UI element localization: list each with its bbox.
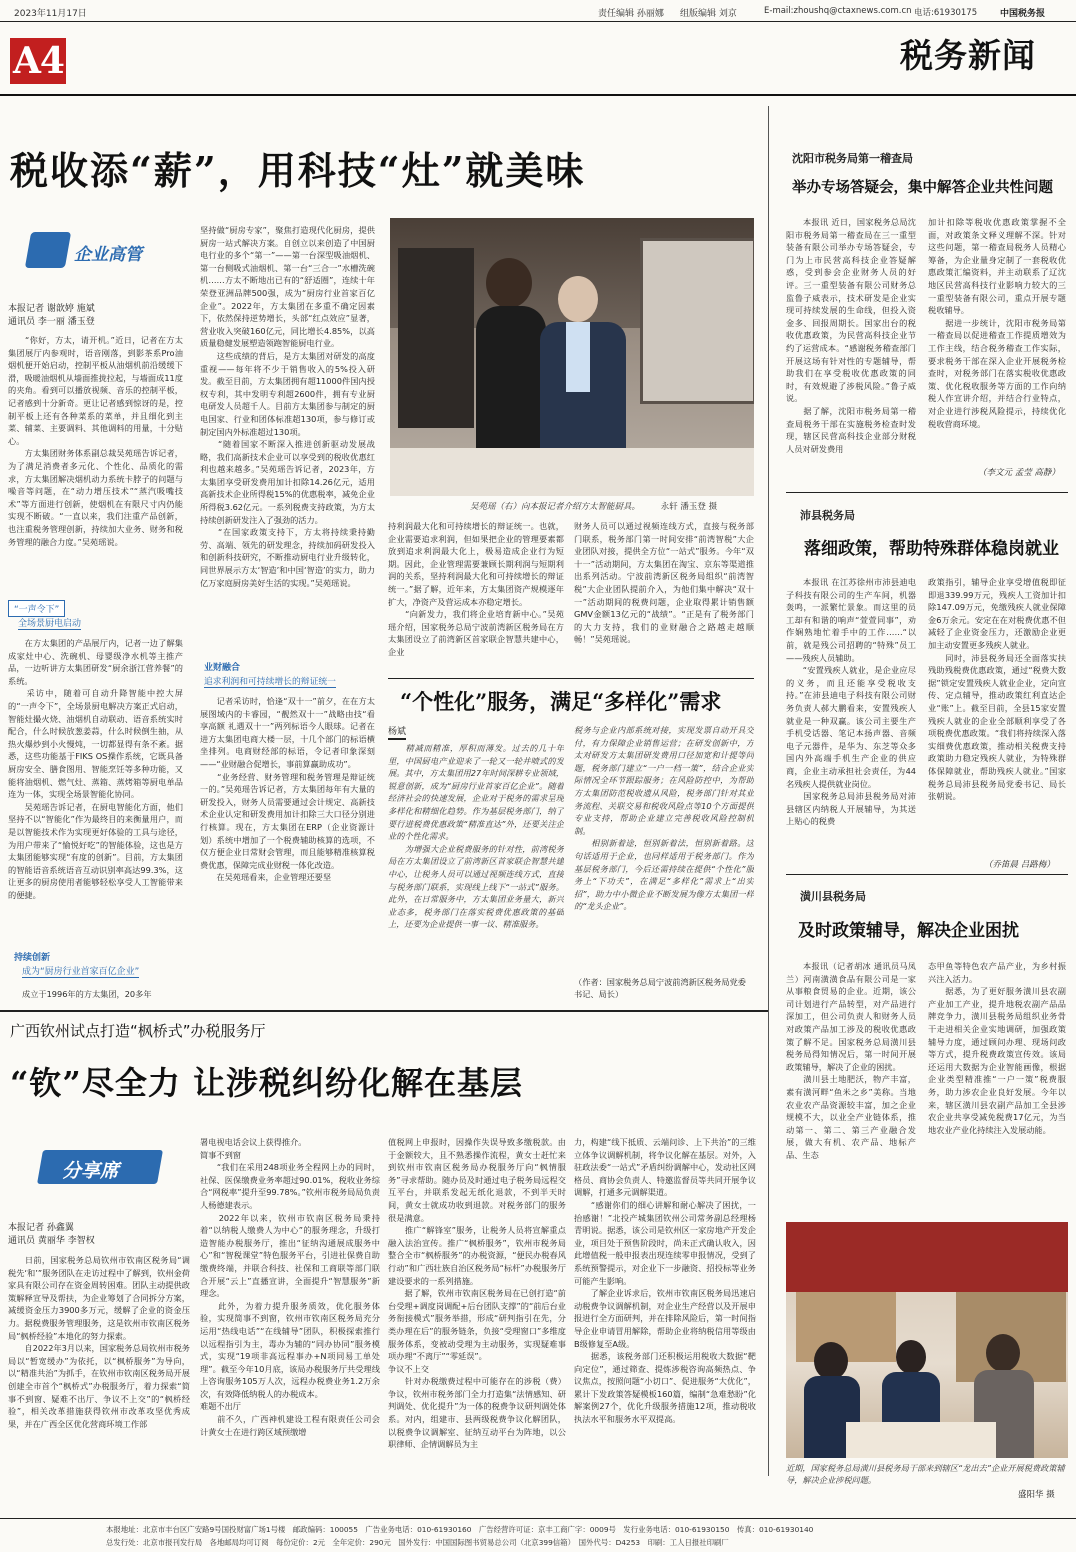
peixian-org: 沛县税务局 [800,509,855,522]
lead-byline: 本报记者 谢歆婷 施斌 通讯员 李一丽 潘玉登 [8,304,95,327]
subhead-box-1: “一声令下” [8,600,65,617]
footer-line-1: 本报地址：北京市丰台区广安路9号国投财富广场1号楼 邮政编码：100055 广告业务电话：010-61930160 广告经营许可证：京丰工商广字：0009号 发行业务电话：010-61930150 传真：010-61930140 [106,1525,814,1534]
lead-headline: 税收添“薪”，用科技“灶”就美味 [10,148,586,193]
layout-credit: 组版编辑 刘京 [680,9,737,19]
huangchuan-photo-credit: 盛阳华 摄 [1018,1490,1055,1500]
share-column-logo-text: 分享席 [62,1160,120,1182]
shenyang-credit: （李文元 孟莹 高静） [978,468,1060,478]
page-number: A4 [13,40,64,82]
lead-body-col1b: 在方太集团的产品展厅内，记者一边了解集成家灶中心、洗碗机、母婴级净水机等主推产品，一边听讲方太集团研发“厨余浙江营养餐”的系统。 采访中，随着可自动升降智能中控大屏的“一声令下”，全场景厨电解决方案正式启动，智能灶撮火烧、油烟机自动联动、语音系统实时配合，什么时候放葱姜蒜，什么时候倒生抽，从热火爆炒到小火慢炖，一切都显得有条不紊。据悉，这些功能基于FIKS OS操作系统，它既具备厨房安全、膳食图用、智能烹饪等多种功能，又能将油烟机、燃气灶、蒸箱、蒸烤箱等厨电单品连为一体，实现全场景智能化协同。 吴苑瑶告诉记者，在厨电智能化方面，他们坚持不以“智能化”作为最终目的来衡量用户，而是以智能技术作为实现更好体验的工具与途径，为用户带来了“愉悦好吃”的智能体验，这也是方太集团能够实现“有度的创新”。目前，方太集团的智能语音系统语音互动识别率高达99.3%，这让更多的厨房使用者能够轻松享受人工智能带来的便捷。 [8,638,183,900]
peixian-headline: 落细政策，帮助特殊群体稳岗就业 [804,539,1059,559]
shenyang-headline: 举办专场答疑会，集中解答企业共性问题 [792,179,1053,196]
huangchuan-body-col1: 本报讯（记者胡冰 通讯员马凤兰）河南潢潢食品有限公司是一家从事粮食贸易的企业。近期，该公司计划进行产品转型，对产品进行深加工，但公司负责人和财务人员对政策产品加工涉及的税收优惠政策了解不足。国家税务总局潢川县税务局得知情况后，第一时间开展政策辅导，解决了企业的困扰。 潢川县土地肥沃，物产丰富，素有潢河畔“鱼米之乡”美称。当地农业农产品资源较丰富，加之企业规模不大，以业全产业链体系，推动第一、第二、第三产业融合发展，做大有机、农产品、地标产品、生态 [786,961,916,1160]
right-rule-1 [786,492,1068,493]
guangxi-body-col3: 值税网上申报时，因操作失误导致多缴税款。由于金额较大，且不熟悉操作流程，黄女士赶忙来到钦州市钦南区税务局办税服务厅向“枫情服务”寻求帮助。随办员及时通过电子税务局远程交互平台，并联系发起无纸化退款，不到半天时间，黄女士就成功收到退款。对税务部门的服务很是满意。 推广“解锋室”服务，让税务人员将宣解重点融入法治宣传。推广“枫桥服务”，钦州市税务局整合全市“枫桥服务”的办税资源，“便民办税春风行动”和广西壮族自治区税务局“标杆”办税服务厅建设要求的一系列措施。 据了解，钦州市钦南区税务局在已创打造“前台受理+调度岗调配+后台团队支撑”的“前后台业务衔接模式”服务举措，形成“研判指引在先，分类办理在后”的服务链条，负接“受理窗口”多维度服务体系，变被动受理为主动服务，实现疑难事项办理“不离厅”“零延误”。 争议不上交 针对办税缴费过程中可能存在的涉税（费）争议，钦州市税务部门全力打造集“法情感知、研判调处、优化提升”为一体的税费争议研判调处体系。对内，组建市、县两级税费争议化解团队，以税费争议调解室、征纳互动平台为阵地，以公职律师、企情调解员为主 [388,1137,566,1450]
huangchuan-org: 潢川县税务局 [800,890,866,903]
huangchuan-photo-caption: 近期，国家税务总局潢川县税务局干部来到辖区“龙出去”企业开展税费政策辅导，解决企业涉税问题。 [786,1463,1065,1485]
column-logo [28,232,178,272]
lead-photo [390,218,754,496]
shenyang-org: 沈阳市税务局第一稽查局 [792,152,913,165]
guangxi-body-col1: 日前，国家税务总局钦州市钦南区税务局“调税先‘和’”服务团队在走访过程中了解到，钦州金荷家具有限公司存在资金周转困难。团队主动提供政策解释宣导及帮扶，为企业筹划了合同拆分方案，减缓资金压力3900多万元，缓解了企业的资金压力。据税费服务管理服务，这是钦州市钦南区税务局“枫桥经验”本地化的努力探索。 自2022年3月以来，国家税务总局钦州市税务局以“暂宽缓办”为依托，以“枫桥服务”为导向，以“精准共治”为抓手，在钦州市钦南区税务局开展创建全市首个“枫桥式”办税服务厅，着力探索“简事不到窗、疑难不出厅、争议不上交”的“枫桥经验”，相关改革措施获得钦州市改革攻坚优秀成果，并在广西全区优化营商环境工作部 [8,1255,190,1429]
column-divider [768,106,769,1476]
footer-line-2: 总发行处：北京市报刊发行局 各地邮局均可订阅 每份定价：2元 全年定价：290元 国外发行：中国国际图书贸易总公司（北京399信箱） 国外代号：D4253 印刷：工人日报社印刷厂 [106,1538,729,1547]
personal-headline: “个性化”服务，满足“多样化”需求 [400,689,722,714]
lead-photo-caption: 吴苑瑶（右）向本报记者介绍方太智能厨具。 永轩 潘玉登 摄 [470,502,718,512]
guangxi-byline: 本报记者 孙鑫翼 通讯员 黄丽华 李智权 [8,1223,95,1246]
lead-body-col1: “你好，方太，请开机。”近日，记者在方太集团展厅内参观时，语音刚落，到影茶系Pro油烟机便开始启动，控制平板从油烟机前沿缓缓下滑，吸暖油烟机从墙面推拢拉起，与墙面成11度的夹角。看到可以播放视频、音乐的控制平板，记者感到十分新奇。更让记者感到惊讶的是，控制平板上还有各种菜系的菜单，并且细化到主菜、辅菜、主要调料、其他调料的用量，十分贴心。 方太集团财务体系副总裁吴苑瑶告诉记者，为了满足消费者多元化、个性化、品质化的需求，方太集团解决烟机动力系统卡脖子的问题与噪音等问题，在“动力增压技术”“蒸汽吸嘴技术”等方面进行创新，使烟机在有限尺寸内仍能实现不断破。“一直以来，我们注重产品创新，也注重税务管理创新，持续加大业务、财务和税务管理的融合力度。”吴苑瑶说。 [8,335,183,547]
guangxi-body-col2: 署电视电话会议上获得推介。 简事不到窗 “我们在采用248项业务全程网上办的同时，社保、医保缴费业务率超过90.01%，税收业务综合“网税率”提升至99.78%。”钦州市税务局局负责人杨德建表示。 2022年以来，钦州市钦南区税务局秉持着“以纳税人缴费人为中心”的服务理念，升级打造智能办税服务厅，推出“征纳沟通展成服务中心”和“智税课堂”特色服务平台，引进社保费自助缴费终端，并联合科技、社保和工商联等部门联合开展“云上”直播宣讲，全面提升“智慧服务”新理念。 此外，为着力提升服务质效，优化服务体验，实现简事不到窗，钦州市钦南区税务局充分运用“热线电话”“在线辅导”团队，积极探索推行以远程指引为主，毒办为辅的“同办协同”服务模式，实现“19项非高远程事办+N项同易工单处理”。截至今年10月底，该局办税服务厅共受理线上咨询服务105万人次，远程办税费业务1.2万余次，有效降低纳税人的办税成本。 难题不出厅 前不久，广西神机建设工程有限责任公司会计黄女士在进行跨区域预缴增 [200,1137,380,1437]
huangchuan-headline: 及时政策辅导，解决企业困扰 [798,921,1019,941]
peixian-body-col1: 本报讯 在江苏徐州市沛县迪电子科技有限公司的生产车间，机器轰鸣，一派繁忙景象。而这里的员工却有和谐的响声“萱萱同事”，劝作娴熟地忙着手中的工作……“以前，就是残公司招聘的“特殊”员工——残疾人员辅助。 “安置残疾人就业，是企业应尽的义务，而且还能享受税收支持。”在沛县迪电子科技有限公司财务负责人郝大鹏看来，安置残疾人就业是一种双赢。该公司主要生产手机受话器、笔记本扬声器、音频电子元器件，是华为、东芝等众多国内外高端手机生产企业的供应商，企业主动承担社会责任，为44名残疾人提供就业岗位。 国家税务总局沛县税务局对沛县辖区内纳税人开展辅导，为其送上贴心的税费 [786,577,916,827]
issue-date: 2023年11月17日 [14,9,87,19]
section-title: 税务新闻 [900,36,1036,75]
shenyang-body-col2: 加计扣除等税收优惠政策掌握不全面，对政策条文释义理解不深。针对这些问题，第一稽查局税务人员精心筹备，为企业量身定制了一套税收优惠政策汇编资料，并主动联系了辽沈地区民营高科技行业影响力较大的三一重型装备有限公司，重点开展专题税收辅导。 据进一步统计，沈阳市税务局第一稽查局以促进稽查工作提质增效为工作主线，结合税务稽查工作实际，要求税务干部在深入企业开展税务检查时，对税务部门在落实税收优惠政策、优化税收服务等方面的工作向纳税人作宣讲介绍，并结合行业特点，对企业进行涉税风险提示，持续优化税收营商环境。 [928,217,1066,429]
paper-name: 中国税务报 [1000,9,1046,19]
huangchuan-photo [786,1222,1068,1458]
personal-author: （作者：国家税务总局宁波前湾新区税务局党委书记、局长） [574,977,746,999]
lead-body-col3: 持利润最大化和可持续增长的辩证统一。也就，企业需要追求利润，但如果把企业的管理要素都放到追求利润最大化上，极易造成企业行为短期。因此，企业管理需要兼顾长期利润与短期利润的关系，坚持利润最大化和可持续增长的辩证统一。”据了解，近年来，方太集团资产规模逐年扩大，净资产及营运成本亦稳定增长。 “向新发力，我们将企业培育新中心。”吴苑瑶介绍，国家税务总局宁波前湾新区税务局在方太集团设立了前湾新区首家联企智慧共建中心，企业 [388,521,564,657]
personal-body-col2: 税务与企业内部系统对接，实现发票自动开具交付，有力保障企业销售运营；在研发创新中，方太对研发方太集团研发费用口径加宽和计提等问题，税务部门建立“一户一档一策”，结合企业实际情况全环节跟踪服务；在风险防控中，为帮助方太集团防范税收遗从风险，税务部门针对其业务流程、关联交易和税收风险点等10个方面提供专业支持，帮助企业建立完善税收风险控制机制。 相别新着途，恒别新着法，恒别新着路。这句话适用于企业，也同样适用于税务部门。作为基层税务部门，今后还需持续在提供“个性化”服务上“下功夫”，在满足“多样化”需求上“出实招”，助力中小微企业不断发展为像方太集团一样的“龙头企业”。 [574,725,754,912]
lead-body-col2b: 记者采访时，恰逢“双十一”前夕，在在方太展图域内的卡睿园，“靓然双十一”战略由技“看享高额 礼遇双十一”两列标语今人眼球。记者在进方太集团电商大楼一层，十几个部门的标语横坐排列。电商财经部的标语，令记者印象深刻——“业财融合促增长，事前算赢助成功”。 “业务经营、财务管理和税务管理是辩证统一的。”吴苑瑶告诉记者，方太集团每年有大量的研发投入，财务人员需要通过会计规定、高新技术企业认定和研发费用加计扣除三大口径分别进行核算。现在，方太集团在ERP（企业资源计划）系统中增加了一个税费辅助核算的选项，不仅方便企业日常财会管理，而且能够精准核算税费优惠，保障完成业财税一体化改造。 在吴苑瑶看来，企业管理还要坚 [200,696,375,883]
peixian-body-col2: 政策指引，辅导企业享受增值税即征即退339.99万元，残疾人工资加计扣除147.09万元，免缴残疾人就业保障金6万余元。安定在在对税费优惠不但减轻了企业资金压力，还激励企业更加主动安置更多残疾人就业。 同时，沛县税务局还全面落实扶残助残税费优惠政策，通过“税费大数据”锁定安置残疾人就业企业，定向宣传、定点辅导，推动政策红利直达企业“账”上。截至目前，全县15家安置残疾人就业的企业全部顺利享受了各项税费优惠政策。“我们将持续深入落实细费优惠政策，推动相关税费支持政策助力稳定残疾人就业，为特殊群体保障就业，帮助残疾人就业。”国家税务总局沛县税务局党委书记、局长张朝说。 [928,577,1066,802]
footer-rule [0,1518,1076,1519]
contact-phone: 电话:61930175 [914,8,978,18]
right-rule-2 [786,874,1068,875]
subhead-text-1: 全场景厨电启动 [18,616,81,630]
masthead [0,0,1076,100]
guangxi-headline: “钦”尽全力 让涉税纠纷化解在基层 [10,1064,523,1102]
personal-body-col1: 精减而精准，厚积而薄发。过去的几十年里，中国厨电产业迎来了一轮又一轮井喷式的发展。其中，方太集团用27年时间深耕专业领域，锐意创新，成为“厨房行业首家百亿企业”。随着经济社会的快速发展，企业对于税务的需求呈现多样化和精细化趋势。作为基层税务部门，纳了要行进税费优惠政策“精准直达”外，还要关注企业的个性化需求。 为增强大企业税费服务的针对性，前湾税务局在方太集团设立了前湾新区首家联企智慧共建中心，让税务人员可以通过视频连线方式，直接与税务部门联系，实现线上线下“一站式”服务。此外，在日常服务中，方太集团业务量大，新兴业态多，税务部门在落实税费优惠政策的基础上，还要为企业提供一事一议、精准服务。 [388,743,564,930]
shenyang-body-col1: 本报讯 近日，国家税务总局沈阳市税务局第一稽查局在三一重型装备有限公司举办专场答疑会，专门为上市民营高科技企业答疑解惑，受到参会企业财务人员的好评。三一重型装备有限公司财务总监鲁子威表示，技术研发是企业实现可持续发展的生命线，但投入资金多、回报周期长。国家出台的税收优惠政策，为民营高科技企业节约了运营成本。“感谢税务稽查部门开展这场有针对性的专题辅导，帮助我们在享受税收优惠政策的同时，有效规避了涉税风险。”鲁子威说。 据了解，沈阳市税务局第一稽查局税务干部在实施税务检查时发现，辖区民营高科技企业部分财税人员对研发费用 [786,217,916,454]
column-logo-text: 企业高管 [74,245,142,265]
contact-email: E-mail:zhoushq@ctaxnews.com.cn [764,6,912,16]
guangxi-body-col4: 力，构建“线下抵质、云端问诊、上下共治”的三维立体争议调解机制，将争议化解在基层。对外，入驻政法委“一站式”矛盾纠纷调解中心，发动社区网格员、商协会负责人、特邀监督员等共同开展争议调解，打通多元调解渠道。 “感谢你们的细心讲解和耐心解决了困扰，一抬感谢！”北投产城集团钦州公司常务副总经理杨青明说。据悉，该公司是钦州区一家房地产开发企业，项目处于预售阶段时，尚未正式确认收入，因此增值税一般申报表出现连续零申报情况，受到了系统预警提示，对企业下一步融资、招投标等业务可能产生影响。 了解企业诉求后，钦州市钦南区税务局迅速启动税费争议调解机制，对企业生产经营以及开展申报进行全方面研判，并在排除风险后，第一时间指导企业申请冒用解除，帮助企业将纳税信用等级由B级修复至A级。 据悉，该税务部门还积极运用税收大数据“靶向定位”，通过筛查、提炼涉税咨询高频热点、争议焦点，按照问题“小切口”、促进服务“大优化”，累计下发政策答疑模板160篇，编制“急难愁盼”化解案例27个，优化升级服务措施12项，推动税收执法水平和服务水平双提高。 [574,1137,756,1425]
personal-byline: 杨斌 [388,724,406,740]
editor-credit: 责任编辑 孙丽娜 [598,9,664,19]
lead-body-col4: 财务人员可以通过视频连线方式，直接与税务部门联系，税务部门第一时间安排“前湾智税”大企业团队对接，提供全方位“一站式”服务。今年“双十一”活动期间，方太集团在淘宝、京东等渠道推出系列活动。宁波前湾新区税务局组织“前湾智税”大企业团队提前介入，为他们集中解决“双十一”活动期间的税费问题，企业取得累计销售额GMV金额13亿元的“战绩”。“正是有了税务部门的大力支持，我们的业财融合之路越走越顺畅！”吴苑瑶说。 [574,521,754,645]
lead-body-col1c: 成立于1996年的方太集团，20多年 [22,989,152,999]
guangxi-kicker: 广西钦州试点打造“枫桥式”办税服务厅 [10,1022,266,1040]
lead-body-col2: 坚持做“厨房专家”，聚焦打造现代化厨房，提供厨房一站式解决方案。自创立以来创造了中国厨电行业的多个“第一”——第一台深型吸油烟机、第一台侧吸式油烟机、第一台“三合一”水槽洗碗机……方太不断地出已有的“舒适圈”，连续十年荣登亚洲品牌500强，成为“厨房行业首家百亿企业”。2022年，方太集团在多重不确定因素下，依然保持逆势增长，头部“红点效应”显著，营业收入突破160亿元，同比增长4.85%，以高质量稳健发展塑造领跑智能厨电行业。 这些成绩的背后，是方太集团对研发的高度重视——每年将不少于销售收入的5%投入研发。截至目前，方太集团拥有超11000件国内授权专利，其中发明专利超2600件，拥有专业厨电研发人员超千人。目前方太集团参与制定的厨电国家、行业和团体标准超130项，参与修订或制定国内外标准超过130项。 “随着国家不断深入推进创新驱动发展战略，我们高新技术企业可以享受到的税收优惠红利也越来越多。”吴苑瑶告诉记者，2023年，方太集团享受研发费用加计扣除14.26亿元，适用高新技术企业所得税15%的优惠税率，减免企业所得税3.62亿元。一系列税费支持政策，为方太持续创新研发注入了强劲的活力。 “在国家政策支持下，方太将持续秉持勤劳、高端、领先的研发理念，持续加码研发投入和创新科技研究，不断推动厨电行业升级转化，同世界展示方太‘智造’和中国‘智造’的实力，助力亿万家庭厨房美好生活的实现。”吴苑瑶说。 [200,225,375,588]
guangxi-top-rule [0,1010,768,1012]
huangchuan-body-col2: 态甲鱼等特色农产品产业，为乡村振兴注入活力。 据悉，为了更好服务潢川县农副产业加工产业，提升地税农副产品品牌竞争力，潢川县税务局组织业务骨干走进相关企业实地调研，加强政策辅导力度，通过顾问办理、现场问政等方式，提升税费政策宣传效。该局还运用大数据为企业智能画像，根据企业类型精准推“一户一策”税费服务，助力涉农企业良好发展。今年以来，辖区潢川县农副产品加工全县涉农企业共享受减免税费17亿元，为当地农业产业化持续注入发展动能。 [928,961,1066,1135]
share-column-logo [40,1150,170,1190]
personal-top-rule [388,678,754,679]
peixian-credit: （乔笛晨 吕路梅） [984,860,1055,870]
